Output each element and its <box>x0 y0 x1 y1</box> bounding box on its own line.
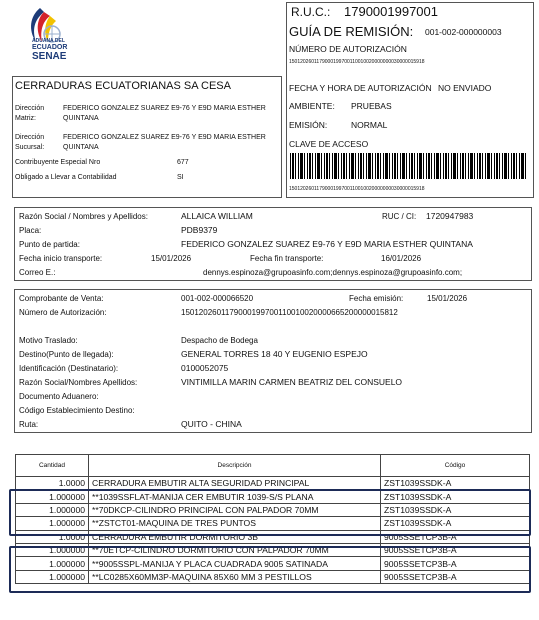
correo-value: dennys.espinoza@grupoasinfo.com;dennys.espinoza@grupoasinfo.com; <box>203 268 463 277</box>
cell-codigo: ZST1039SSDK-A <box>381 517 530 530</box>
identificacion-label: Identificación (Destinatario): <box>19 364 119 373</box>
guia-number: 001-002-000000003 <box>425 27 502 37</box>
cell-cantidad: 1.000000 <box>16 543 89 556</box>
emision-value: NORMAL <box>351 120 388 130</box>
aduanero-label: Documento Aduanero: <box>19 392 99 401</box>
identificacion-value: 0100052075 <box>181 363 229 373</box>
cell-descripcion: CERRADURA EMBUTIR ALTA SEGURIDAD PRINCIPAL <box>89 477 381 490</box>
autorizacion-value: 1501202601179000199700110010020000000030000015918 <box>289 59 425 65</box>
autorizacion-label: NÚMERO DE AUTORIZACIÓN <box>289 44 407 54</box>
cell-descripcion: **70ETCP-CILINDRO DORMITORIO CON PALPADOR 70MM <box>89 543 381 556</box>
motivo-value: Despacho de Bodega <box>181 336 258 345</box>
transportista-ruc-value: 1720947983 <box>426 211 474 221</box>
placa-label: Placa: <box>19 226 42 235</box>
dir-matriz-value: FEDERICO GONZALEZ SUAREZ E9-76 Y E9D MARIA ESTHER QUINTANA <box>63 105 266 122</box>
transportista-ruc-label: RUC / CI: <box>382 212 417 221</box>
fecha-emision-label: Fecha emisión: <box>349 294 404 303</box>
logo-line1: ADUANA DEL <box>32 38 65 44</box>
cell-codigo: 9005SSETCP3B-A <box>381 557 530 570</box>
dir-sucursal-value: FEDERICO GONZALEZ SUAREZ E9-76 Y E9D MARIA ESTHER QUINTANA <box>63 134 266 151</box>
num-autorizacion-value: 1501202601179000199700110010020000665200000015812 <box>181 308 398 317</box>
cell-cantidad: 1.0000 <box>16 530 89 543</box>
dir-sucursal-label: Dirección Sucursal: <box>15 134 45 151</box>
cell-cantidad: 1.000000 <box>16 503 89 516</box>
barcode <box>290 153 528 179</box>
emision-label: EMISIÓN: <box>289 120 328 130</box>
cell-cantidad: 1.0000 <box>16 477 89 490</box>
header-descripcion: Descripción <box>89 455 381 477</box>
highlight-group-1 <box>9 489 531 536</box>
fecha-inicio-label: Fecha inicio transporte: <box>19 254 103 263</box>
contribuyente-value: 677 <box>177 159 189 166</box>
header-cantidad: Cantidad <box>16 455 89 477</box>
company-name: CERRADURAS ECUATORIANAS SA CESA <box>15 80 231 92</box>
cell-descripcion: **ZSTCT01-MAQUINA DE TRES PUNTOS <box>89 517 381 530</box>
ruc-value: 1790001997001 <box>344 4 438 19</box>
cell-codigo: ZST1039SSDK-A <box>381 490 530 503</box>
cell-codigo: 9005SSETCP3B-A <box>381 570 530 583</box>
partida-label: Punto de partida: <box>19 240 80 249</box>
ruta-label: Ruta: <box>19 420 39 429</box>
cell-descripcion: **9005SSPL-MANIJA Y PLACA CUADRADA 9005 SATINADA <box>89 557 381 570</box>
cell-codigo: 9005SSETCP3B-A <box>381 530 530 543</box>
guia-title: GUÍA DE REMISIÓN: <box>289 24 414 39</box>
cell-descripcion: **LC0285X60MM3P-MAQUINA 85X60 MM 3 PESTILLOS <box>89 570 381 583</box>
transportista-value: ALLAICA WILLIAM <box>181 211 253 221</box>
cell-codigo: ZST1039SSDK-A <box>381 477 530 490</box>
clave-value: 1501202601179000199700110010020000000030000015918 <box>289 186 425 192</box>
senae-logo <box>22 6 92 64</box>
fecha-emision-value: 15/01/2026 <box>427 294 468 303</box>
codigo-establecimiento-label: Código Establecimiento Destino: <box>19 406 135 415</box>
logo-line2: ECUADOR <box>32 44 68 51</box>
fecha-autorizacion-value: NO ENVIADO <box>438 83 492 93</box>
fecha-fin-value: 16/01/2026 <box>381 254 422 263</box>
fecha-fin-label: Fecha fin transporte: <box>250 254 324 263</box>
correo-label: Correo E.: <box>19 268 56 277</box>
dir-matriz-label: Dirección Matriz: <box>15 105 45 122</box>
contabilidad-label: Obligado a Llevar a Contabilidad <box>15 174 117 181</box>
destino-value: GENERAL TORRES 18 40 Y EUGENIO ESPEJO <box>181 349 368 359</box>
razon-social-value: VINTIMILLA MARIN CARMEN BEATRIZ DEL CONSUELO <box>181 377 403 387</box>
ruc-label: R.U.C.: <box>291 5 331 19</box>
logo-line3: SENAE <box>32 51 67 62</box>
cell-descripcion: CERRADURA EMBUTIR DORMITORIO 3B <box>89 530 381 543</box>
ambiente-value: PRUEBAS <box>351 101 392 111</box>
clave-label: CLAVE DE ACCESO <box>289 139 369 149</box>
comprobante-label: Comprobante de Venta: <box>19 294 104 303</box>
contribuyente-label: Contribuyente Especial Nro <box>15 159 101 166</box>
table-row <box>16 477 530 490</box>
highlight-group-2 <box>9 546 531 593</box>
razon-social-label: Razón Social/Nombres Apellidos: <box>19 378 138 387</box>
cell-descripcion: **70DKCP-CILINDRO PRINCIPAL CON PALPADOR 70MM <box>89 503 381 516</box>
placa-value: PDB9379 <box>181 225 218 235</box>
destino-label: Destino(Punto de llegada): <box>19 350 114 359</box>
cell-descripcion: **1039SSFLAT-MANIJA CER EMBUTIR 1039-S/S PLANA <box>89 490 381 503</box>
header-codigo: Código <box>381 455 530 477</box>
cell-cantidad: 1.000000 <box>16 517 89 530</box>
ruta-value: QUITO - CHINA <box>181 419 242 429</box>
cell-codigo: 9005SSETCP3B-A <box>381 543 530 556</box>
cell-cantidad: 1.000000 <box>16 557 89 570</box>
ambiente-label: AMBIENTE: <box>289 101 335 111</box>
fecha-inicio-value: 15/01/2026 <box>151 254 192 263</box>
partida-value: FEDERICO GONZALEZ SUAREZ E9-76 Y E9D MARIA ESTHER QUINTANA <box>181 239 473 249</box>
fecha-autorizacion-label: FECHA Y HORA DE AUTORIZACIÓN <box>289 83 432 93</box>
num-autorizacion-label: Número de Autorización: <box>19 308 107 317</box>
cell-cantidad: 1.000000 <box>16 570 89 583</box>
cell-cantidad: 1.000000 <box>16 490 89 503</box>
contabilidad-value: SI <box>177 174 184 181</box>
comprobante-value: 001-002-000066520 <box>181 294 254 303</box>
transportista-label: Razón Social / Nombres y Apellidos: <box>19 212 148 221</box>
items-header-row <box>16 455 530 477</box>
motivo-label: Motivo Traslado: <box>19 336 78 345</box>
cell-codigo: ZST1039SSDK-A <box>381 503 530 516</box>
